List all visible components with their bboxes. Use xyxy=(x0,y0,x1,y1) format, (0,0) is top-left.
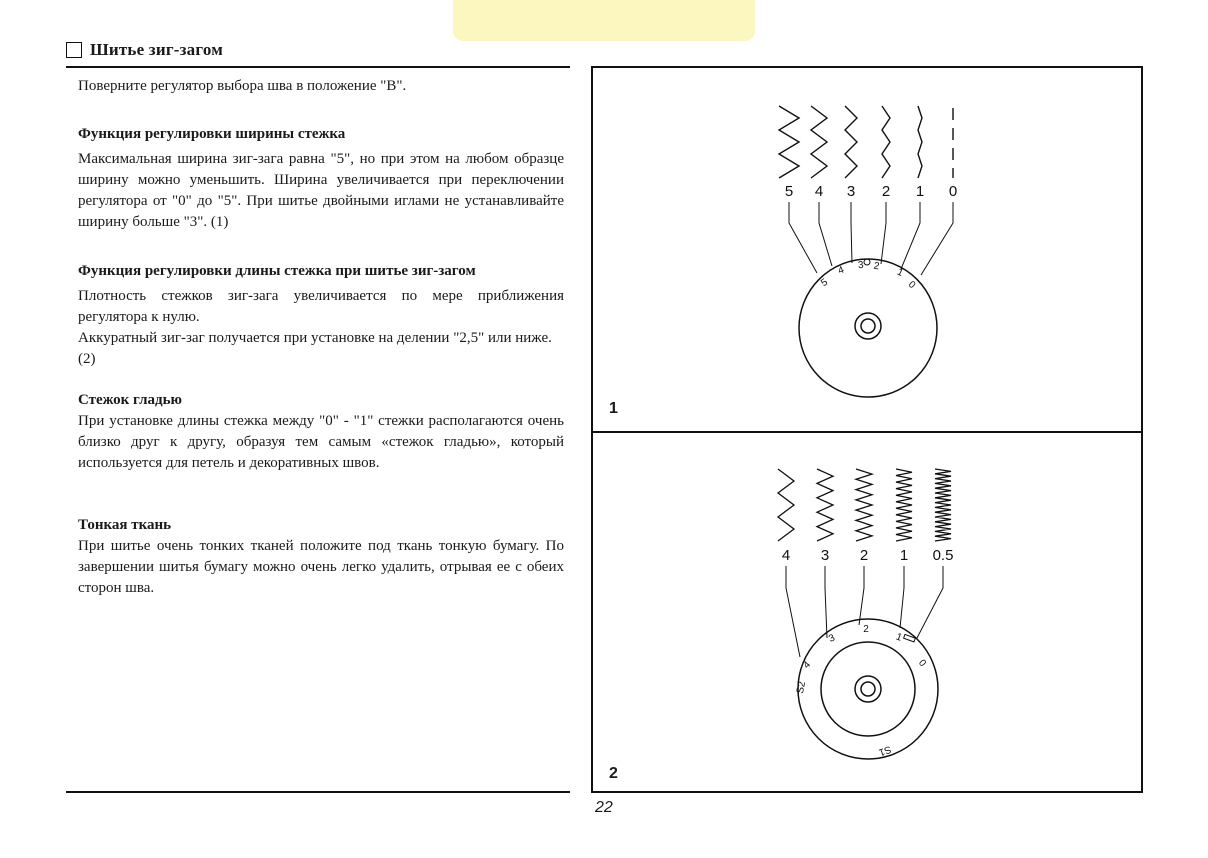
pointer-line xyxy=(921,202,953,275)
section-title: Функция регулировки длины стежка при шитье зиг-загом xyxy=(78,263,476,279)
dial-symbol: S1 xyxy=(877,743,893,758)
width-label: 3 xyxy=(846,183,856,200)
dial-inner-ring xyxy=(821,642,915,736)
dial-mark: 4 xyxy=(801,659,814,672)
section-length xyxy=(78,261,564,370)
zigzag-stitch xyxy=(811,106,827,178)
pointer-line xyxy=(901,202,920,269)
width-label: 4 xyxy=(814,183,824,200)
length-label: 2 xyxy=(859,547,869,564)
width-label: 2 xyxy=(881,183,891,200)
dial-mark: 3 xyxy=(827,632,837,645)
figure-number: 1 xyxy=(609,400,618,417)
section-title: Функция регулировки ширины стежка xyxy=(78,126,346,142)
dial-mark: 3 xyxy=(857,259,865,272)
pointer-line xyxy=(917,566,943,638)
dial-mark: 4 xyxy=(836,264,846,277)
checkbox-icon xyxy=(66,42,82,58)
pointer-line xyxy=(825,566,827,638)
stitch-length-figure xyxy=(593,433,1141,793)
pointer-line xyxy=(819,202,832,266)
pointer-line xyxy=(851,202,852,263)
dial-symbol: S2 xyxy=(795,680,809,695)
section-width xyxy=(78,124,564,233)
stitch-samples xyxy=(778,469,951,541)
zigzag-stitch xyxy=(817,469,833,541)
zigzag-stitch xyxy=(882,106,890,178)
width-label: 1 xyxy=(915,183,925,200)
section-body: При шитье очень тонких тканей положите под ткань тонкую бумагу. По завершении шитья бумагу можно очень легко удалить, отрывая ее с обеих сторон шва. xyxy=(78,538,564,596)
dial-mark: 0 xyxy=(905,279,918,292)
stitch-samples xyxy=(779,106,953,178)
zigzag-stitch xyxy=(896,469,912,541)
length-label: 0.5 xyxy=(932,547,954,564)
stitch-width-figure xyxy=(593,68,1141,430)
pointer-lines xyxy=(786,566,943,657)
dial-mark: 1 xyxy=(894,631,904,644)
figure-number: 2 xyxy=(609,765,618,782)
zigzag-stitch xyxy=(856,469,872,541)
page-title: Шитье зиг-загом xyxy=(90,40,223,59)
section-title: Тонкая ткань xyxy=(78,517,172,533)
length-labels xyxy=(782,547,954,564)
bottom-rule xyxy=(66,791,570,793)
pointer-lines xyxy=(789,202,953,275)
section-title: Стежок гладью xyxy=(78,392,183,408)
pointer-line xyxy=(859,566,864,625)
section-body: Максимальная ширина зиг-зага равна "5", но при этом на любом образце ширину можно уменьшить. Ширина увеличивается при переключении регулятора от "0" до "5". При шитье двойными иглами не устанавливайте ширину больше "3". (1) xyxy=(78,151,564,230)
top-rule xyxy=(66,66,570,68)
dial-mark: 2 xyxy=(872,260,881,273)
figure-panel xyxy=(591,66,1143,793)
zigzag-stitch xyxy=(935,469,951,541)
pointer-line xyxy=(900,566,904,628)
dial-hub-inner xyxy=(861,319,875,333)
zigzag-stitch xyxy=(918,106,922,178)
zigzag-stitch xyxy=(845,106,857,178)
dial-hub-outer xyxy=(855,313,881,339)
section-body-2: Аккуратный зиг-заг получается при установке на делении "2,5" или ниже. (2) xyxy=(78,330,552,367)
length-dial xyxy=(798,619,938,759)
pointer-line xyxy=(786,566,800,657)
section-body: При установке длины стежка между "0" - "1" стежки располагаются очень близко друг к другу, образуя тем самым «стежок гладью», который используется для петель и декоративных швов. xyxy=(78,413,564,471)
dial-hub-inner xyxy=(861,682,875,696)
dial-marks xyxy=(801,624,928,671)
length-label: 3 xyxy=(820,547,830,564)
zigzag-stitch xyxy=(778,469,794,541)
section-heading xyxy=(66,40,223,60)
dial-mark: 0 xyxy=(915,657,928,670)
width-label: 5 xyxy=(784,183,794,200)
intro-text: Поверните регулятор выбора шва в положение "В". xyxy=(78,78,407,94)
length-label: 1 xyxy=(899,547,909,564)
width-labels xyxy=(785,183,957,200)
dial-symbols xyxy=(795,680,892,758)
width-label: 0 xyxy=(948,183,958,200)
dial-mark: 1 xyxy=(895,266,905,279)
header-tab xyxy=(453,0,755,41)
section-body: Плотность стежков зиг-зага увеличивается по мере приближения регулятора к нулю. xyxy=(78,288,564,325)
dial-mark: 5 xyxy=(819,276,830,290)
length-label: 4 xyxy=(781,547,791,564)
page-number: 22 xyxy=(595,799,613,816)
section-thin-fabric xyxy=(78,515,564,599)
dial-mark: 2 xyxy=(863,624,869,635)
pointer-line xyxy=(881,202,886,264)
dial-hub-outer xyxy=(855,676,881,702)
zigzag-stitch xyxy=(779,106,799,178)
pointer-line xyxy=(789,202,817,273)
dial-indicator-icon xyxy=(864,259,870,265)
section-satin xyxy=(78,390,564,474)
